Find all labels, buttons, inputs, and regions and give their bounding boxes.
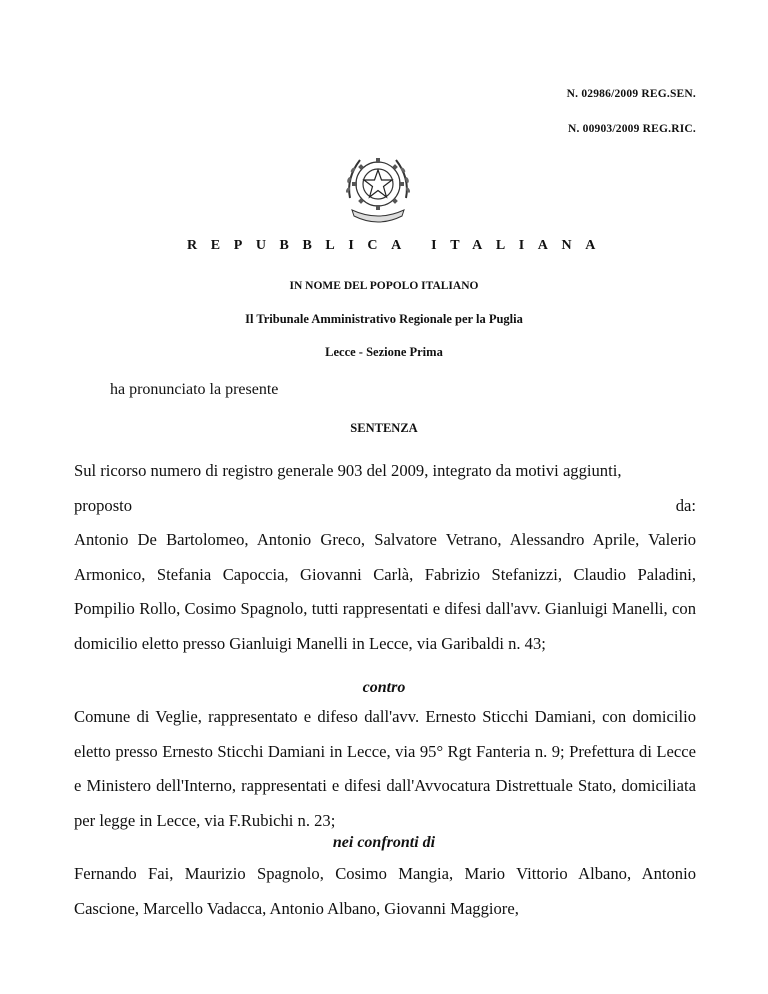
contro-paragraph: Comune di Veglie, rappresentato e difeso dall'avv. Ernesto Sticchi Damiani, con domicilio eletto presso Ernesto Sticchi Damiani in Lecce, via 95° Rgt Fanteria n. 9; Prefettura di Lecce e Ministero dell'Interno, rappresentati e difesi dall'Avvocatura Distrettuale Stato, domiciliata per legge in Lecce, via F.Rubichi n. 23; (74, 707, 696, 830)
ricorso-paragraph (74, 454, 696, 662)
tribunale-title: Il Tribunale Amministrativo Regionale per la Puglia (245, 312, 523, 326)
sentenza-title: SENTENZA (350, 421, 418, 435)
intro-text: ha pronunciato la presente (110, 381, 279, 398)
sezione-title: Lecce - Sezione Prima (325, 345, 443, 359)
ricorrenti-text: Antonio De Bartolomeo, Antonio Greco, Salvatore Vetrano, Alessandro Aprile, Valerio Armonico, Stefania Capoccia, Giovanni Carlà, Fabrizio Stefanizzi, Claudio Paladini, Pompilio Rollo, Cosimo Spagnolo, tutti rappresentati e difesi dall'avv. Gianluigi Manelli, con domicilio eletto presso Gianluigi Manelli in Lecce, via Garibaldi n. 43; (74, 530, 696, 653)
nei-confronti-paragraph: Fernando Fai, Maurizio Spagnolo, Cosimo Mangia, Mario Vittorio Albano, Antonio Cascione, Marcello Vadacca, Antonio Albano, Giovanni Maggiore, (74, 864, 696, 918)
ricorso-line1: Sul ricorso numero di registro generale 903 del 2009, integrato da motivi aggiunti, (74, 461, 622, 480)
proposto-text: proposto (74, 495, 133, 515)
reg-ric-number: N. 00903/2009 REG.RIC. (567, 123, 696, 135)
nei-confronti-heading: nei confronti di (332, 834, 436, 851)
popolo-title: IN NOME DEL POPOLO ITALIANO (289, 280, 479, 292)
da-text: da: (675, 495, 696, 515)
republic-title: REPUBBLICA ITALIANA (187, 238, 609, 253)
proposto-da-line (74, 489, 696, 524)
contro-heading: contro (362, 679, 406, 696)
reg-sen-number: N. 02986/2009 REG.SEN. (566, 88, 696, 100)
italian-republic-emblem-icon (338, 148, 418, 226)
